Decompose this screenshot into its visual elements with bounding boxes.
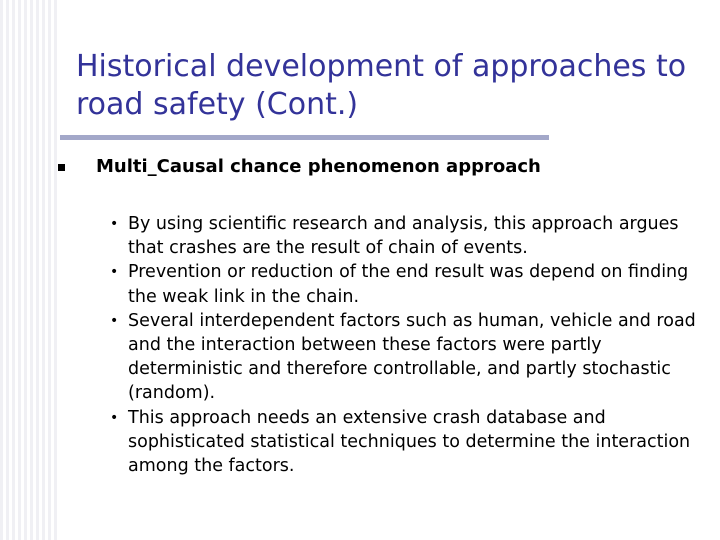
dot-bullet-icon: • [110, 409, 119, 426]
sub-bullet-text: Several interdependent factors such as human, vehicle and road and the interaction between these factors were partly deterministic and therefore controllable, and partly stochastic (random). [128, 310, 696, 404]
dot-bullet-icon: • [110, 312, 119, 329]
sub-bullet-list [110, 212, 715, 478]
main-bullet [58, 155, 541, 179]
sub-bullet-text: Prevention or reduction of the end result was depend on finding the weak link in the chain. [128, 262, 689, 307]
dot-bullet-icon: • [110, 264, 119, 281]
sub-bullet-item [110, 260, 715, 308]
sub-bullet-item [110, 309, 715, 406]
sub-bullet-text: By using scientific research and analysis, this approach argues that crashes are the result of chain of events. [128, 214, 679, 259]
title-divider [60, 135, 549, 140]
sub-bullet-text: This approach needs an extensive crash database and sophisticated statistical techniques to determine the interaction among the factors. [128, 407, 691, 477]
sub-bullet-item [110, 406, 715, 479]
slide-title: Historical development of approaches to road safety (Cont.) [76, 49, 687, 122]
main-bullet-text: Multi_Causal chance phenomenon approach [96, 156, 541, 177]
dot-bullet-icon: • [110, 216, 119, 232]
sub-bullet-item [110, 212, 715, 260]
decorative-stripes [0, 0, 60, 540]
square-bullet-icon [58, 164, 65, 171]
